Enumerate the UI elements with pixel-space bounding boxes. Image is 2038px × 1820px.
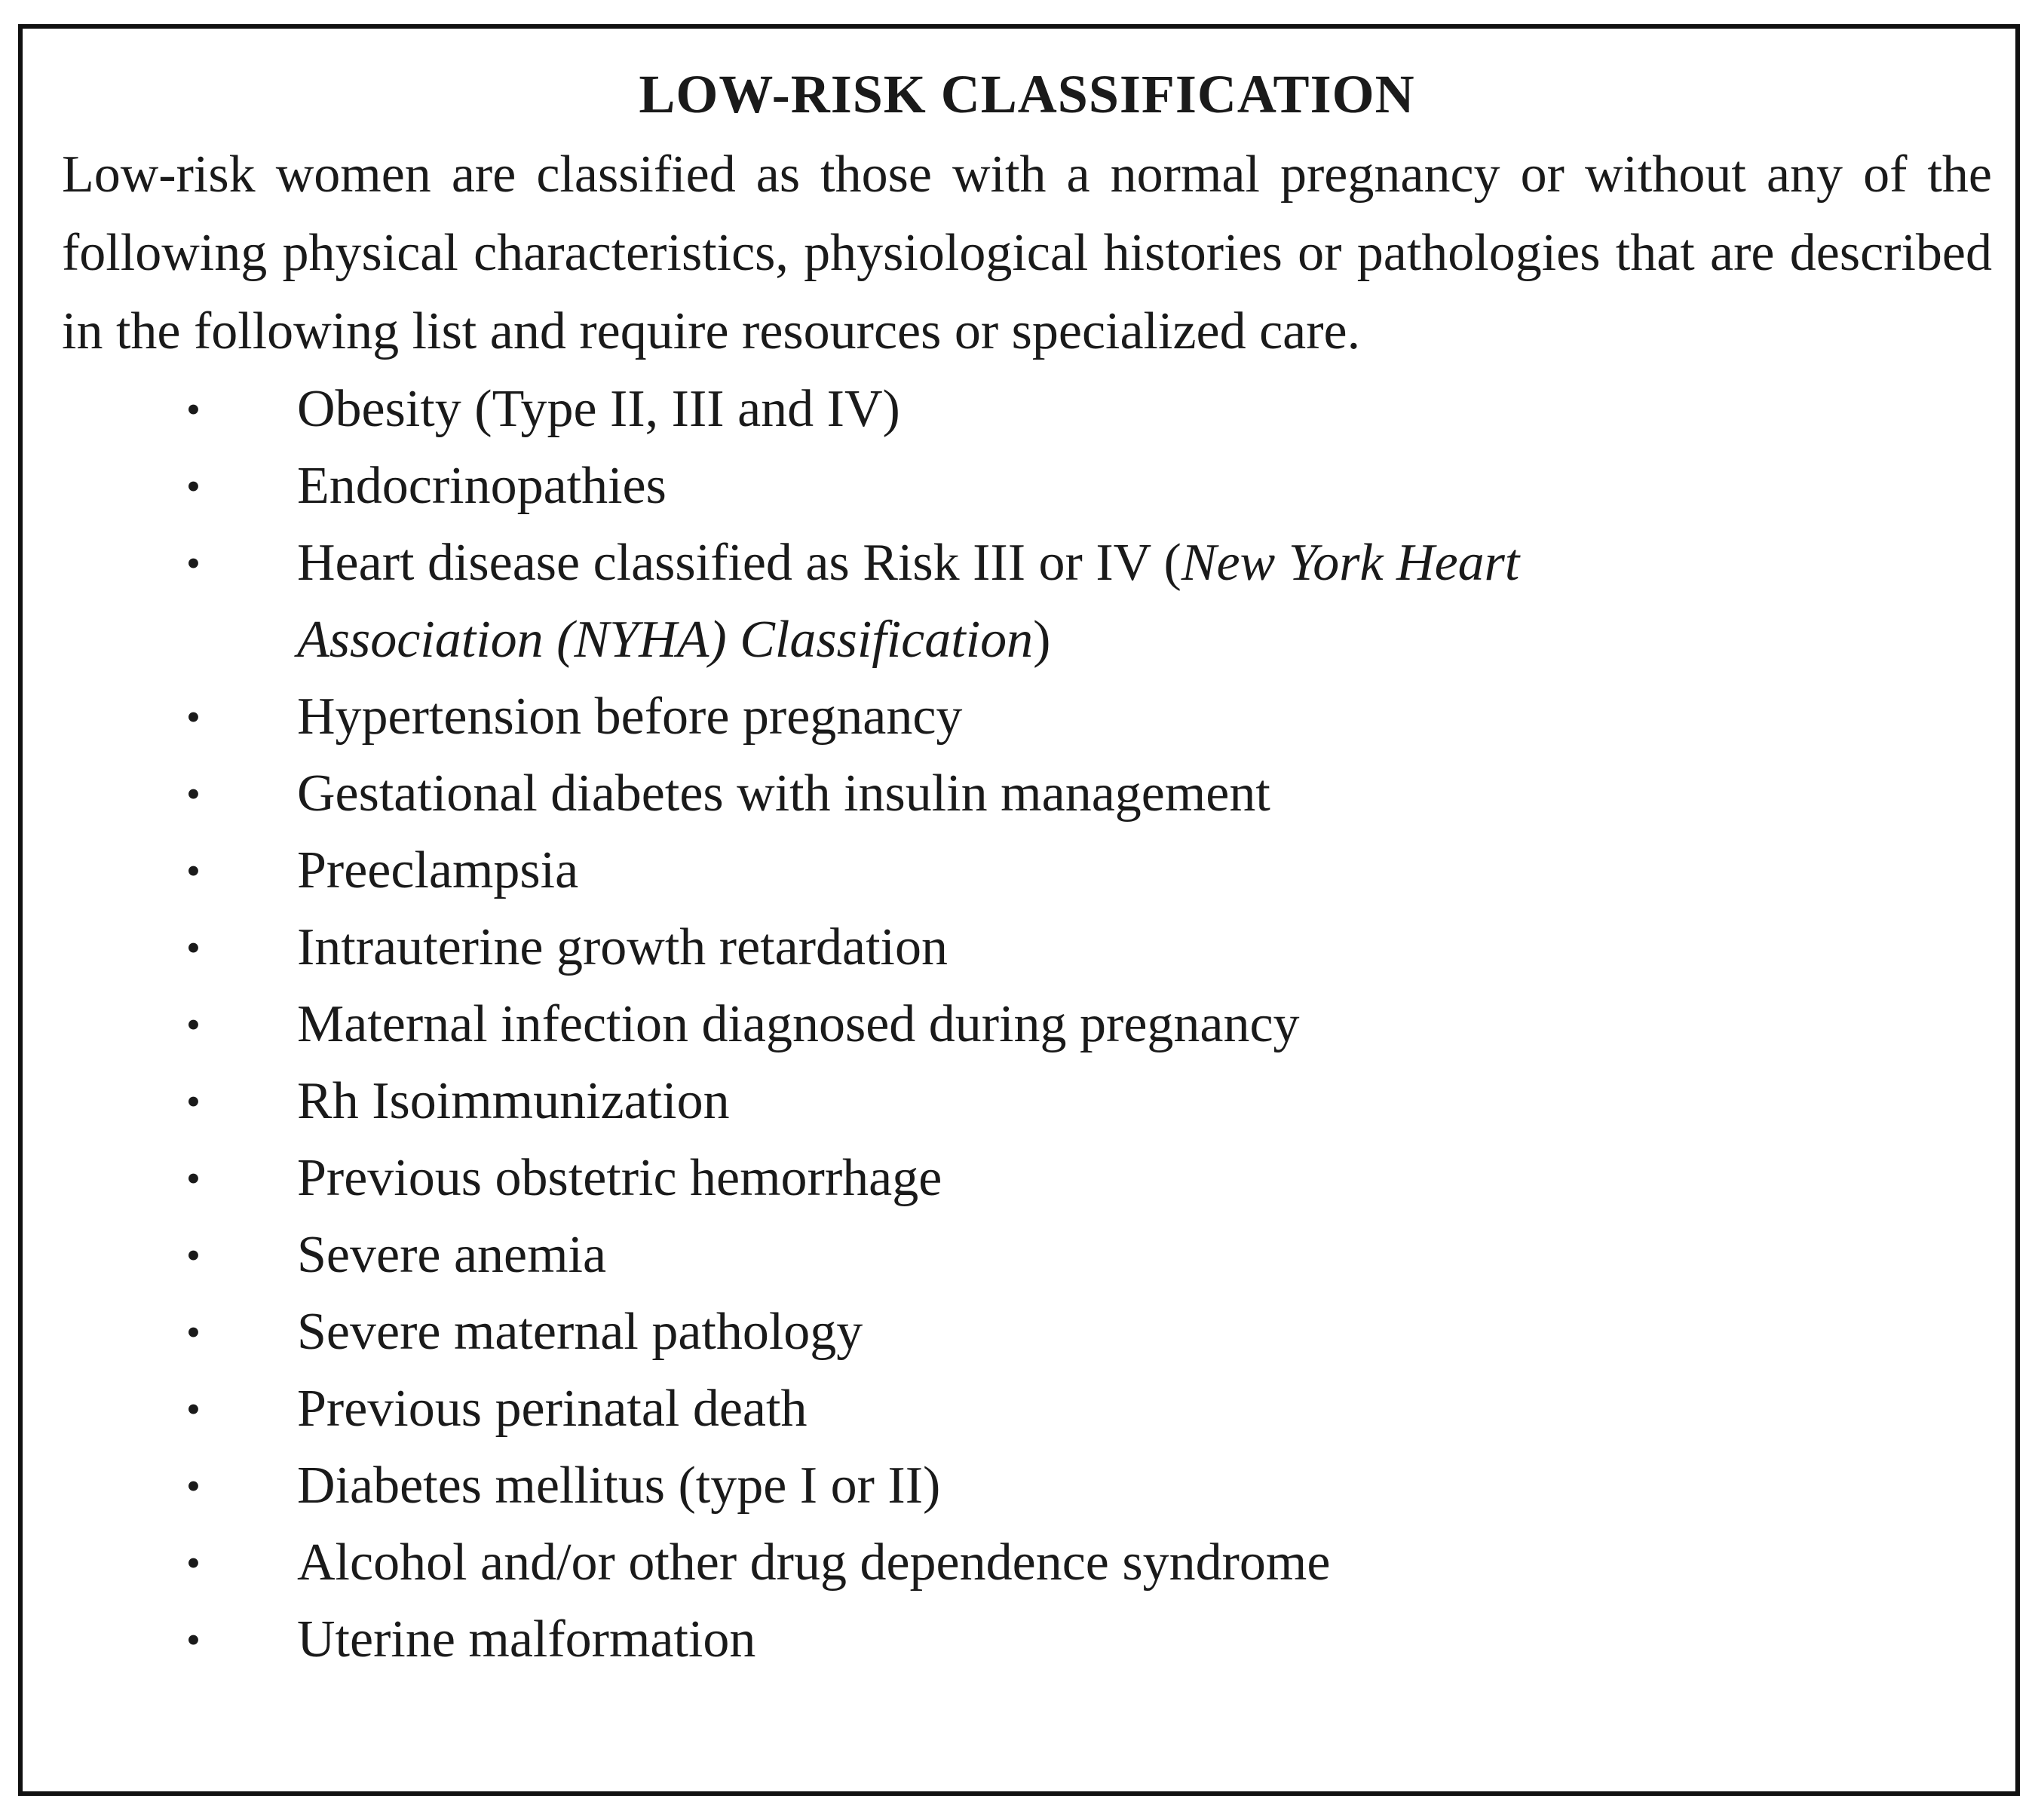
list-item [62,1524,1721,1601]
risk-factor-list [62,371,1992,1678]
bullet-icon: • [186,1156,201,1201]
list-item-text: Uterine malformation [297,1610,756,1668]
list-item-text: Severe maternal pathology [297,1303,863,1361]
list-item-text: Preeclampsia [297,841,579,899]
list-item-text: Diabetes mellitus (type I or II) [297,1457,941,1515]
classification-content [62,53,1992,1678]
bullet-icon: • [186,1079,201,1124]
bullet-icon: • [186,1463,201,1509]
list-item-text-suffix: ) [1033,611,1051,669]
list-item-text: Maternal infection diagnosed during pregnancy [297,995,1300,1053]
bullet-icon: • [186,848,201,893]
list-item-text: Severe anemia [297,1226,607,1284]
list-item-text: Previous obstetric hemorrhage [297,1149,942,1207]
classification-box [18,24,2020,1796]
list-item-text: Heart disease classified as Risk III or IV ( [297,534,1181,592]
bullet-icon: • [186,1233,201,1278]
list-item [62,525,1721,679]
bullet-icon: • [186,694,201,740]
list-item [62,1448,1721,1524]
list-item [62,1063,1721,1140]
list-item [62,909,1721,986]
list-item [62,371,1721,448]
bullet-icon: • [186,464,201,509]
list-item [62,1294,1721,1371]
bullet-icon: • [186,1386,201,1432]
list-item-text: Rh Isoimmunization [297,1072,730,1130]
list-item-text: Gestational diabetes with insulin management [297,764,1270,823]
list-item-text: Hypertension before pregnancy [297,688,963,746]
bullet-icon: • [186,387,201,432]
bullet-icon: • [186,925,201,970]
list-item [62,1371,1721,1448]
list-item [62,1140,1721,1217]
list-item [62,986,1721,1063]
box-title: LOW-RISK CLASSIFICATION [639,64,1415,124]
bullet-icon: • [186,541,201,586]
list-item [62,755,1721,832]
list-item [62,1601,1721,1678]
list-item [62,1217,1721,1294]
bullet-icon: • [186,1617,201,1662]
list-item [62,832,1721,909]
intro-paragraph: Low-risk women are classified as those with a normal pregnancy or without any of the following physical characteristics, physiological histories or pathologies that are described in the following list and require resources or specialized care. [62,146,1992,360]
list-item-text: Obesity (Type II, III and IV) [297,380,900,438]
list-item-text: Endocrinopathies [297,457,667,515]
list-item-text: Intrauterine growth retardation [297,918,948,976]
list-item-italic-text: New York Heart Association (NYHA) Classification [297,534,1520,669]
list-item [62,448,1721,525]
bullet-icon: • [186,1310,201,1355]
bullet-icon: • [186,771,201,817]
bullet-icon: • [186,1540,201,1586]
list-item-text: Previous perinatal death [297,1380,808,1438]
list-item-text: Alcohol and/or other drug dependence syndrome [297,1534,1331,1592]
list-item [62,679,1721,755]
bullet-icon: • [186,1002,201,1047]
